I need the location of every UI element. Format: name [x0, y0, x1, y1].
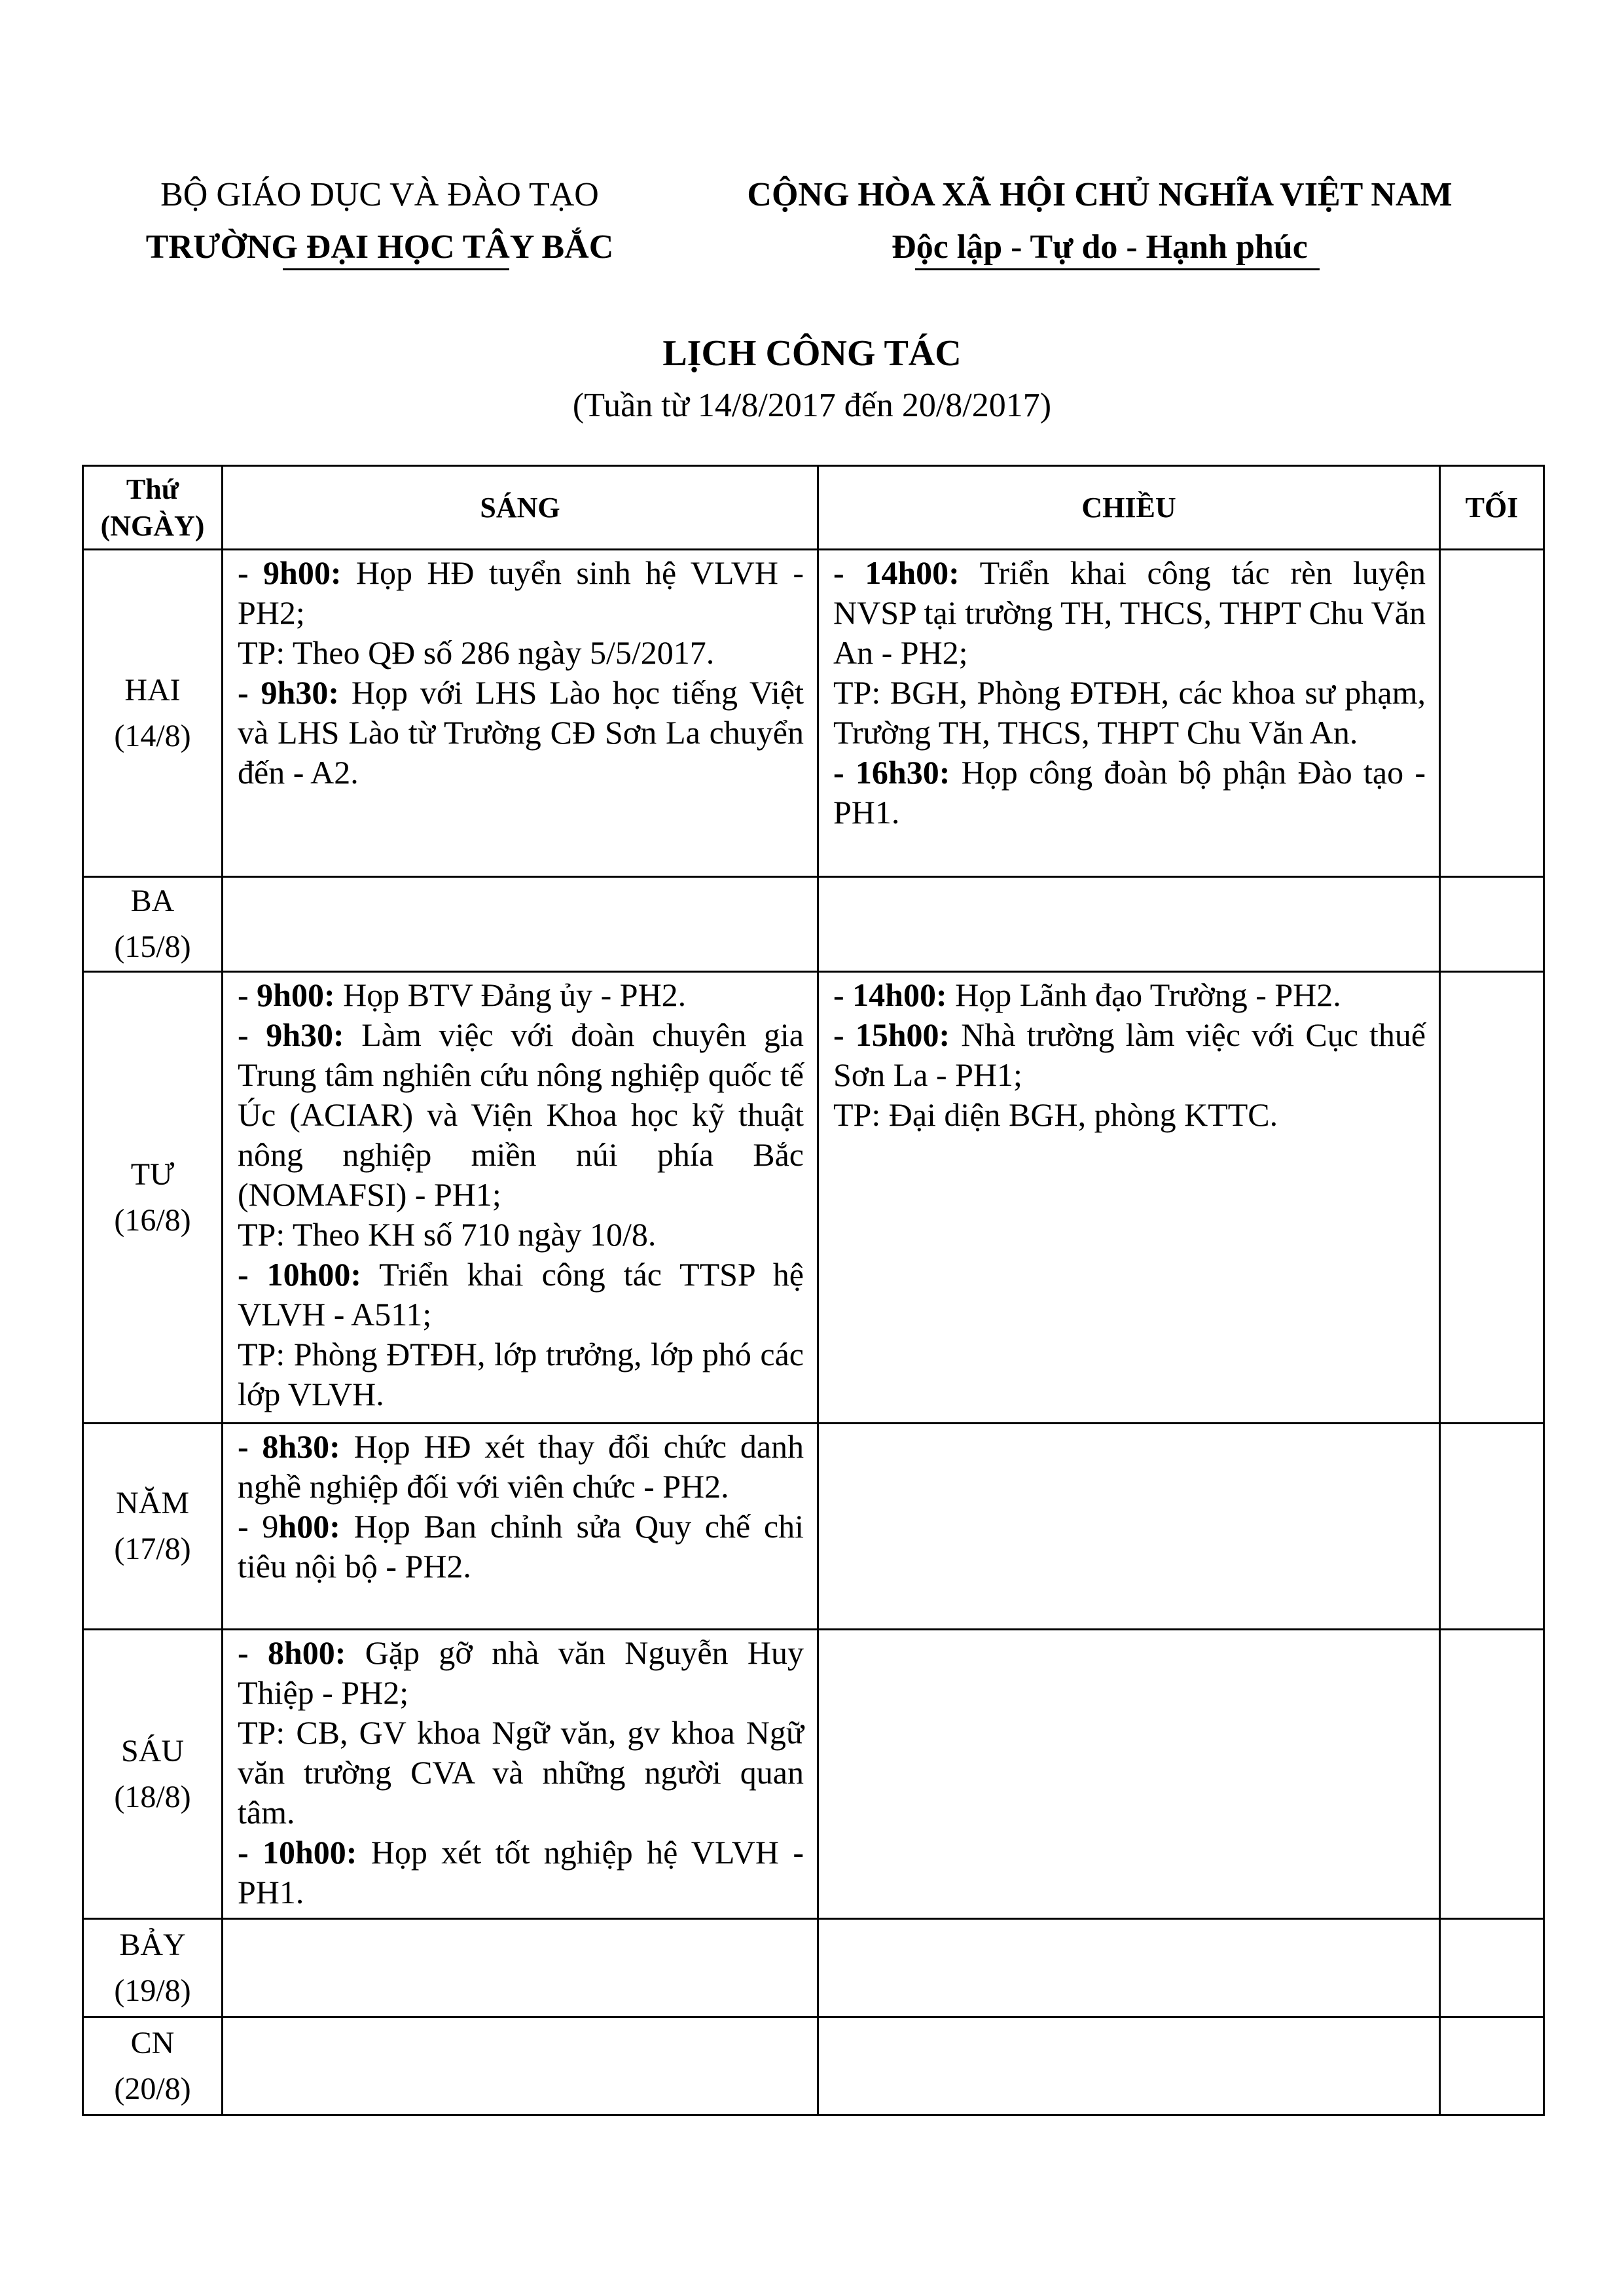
national-motto: Độc lập - Tự do - Hạnh phúc [892, 228, 1308, 266]
entry-text: TP: Theo QĐ số 286 ngày 5/5/2017. [238, 634, 715, 671]
schedule-entry [238, 1015, 804, 1215]
schedule-entry [238, 1335, 804, 1414]
day-name: CN [130, 2025, 175, 2060]
afternoon-cell [818, 972, 1440, 1424]
schedule-entry [238, 1507, 804, 1587]
entry-time: - 8h00: [238, 1634, 346, 1671]
table-row [83, 1424, 1544, 1630]
schedule-entry [238, 553, 804, 633]
col-header-evening: TỐI [1440, 466, 1544, 550]
entry-time: - 9h00: [238, 554, 342, 591]
entry-text: Họp Ban chỉnh sửa Quy chế chi tiêu nội bộ - PH2. [238, 1508, 804, 1585]
table-row [83, 972, 1544, 1424]
day-name: NĂM [115, 1486, 189, 1520]
table-row [83, 1630, 1544, 1919]
evening-cell [1440, 1919, 1544, 2017]
table-row [83, 2017, 1544, 2115]
header-left [111, 169, 648, 274]
entry-time: - 14h00: [833, 977, 947, 1013]
entry-text: Họp xét tốt nghiệp hệ VLVH - PH1. [238, 1834, 804, 1910]
entry-prefix: - 9 [238, 1508, 279, 1545]
page-title: LỊCH CÔNG TÁC [662, 333, 962, 374]
entry-time: - 10h00: [238, 1256, 362, 1293]
entry-text: Gặp gỡ nhà văn Nguyễn Huy Thiệp - PH2; [238, 1634, 804, 1711]
day-name: HAI [124, 672, 181, 708]
day-name: BẢY [119, 1927, 186, 1962]
evening-cell [1440, 972, 1544, 1424]
schedule-body [83, 550, 1544, 2115]
school-name: TRƯỜNG ĐẠI HỌC TÂY BẮC [145, 228, 614, 266]
evening-cell [1440, 2017, 1544, 2115]
entry-text: TP: CB, GV khoa Ngữ văn, gv khoa Ngữ văn trường CVA và những người quan tâm. [238, 1714, 804, 1831]
entry-time: - 15h00: [833, 1016, 950, 1053]
col-header-day-line1: Thứ [126, 473, 179, 505]
entry-text: Họp BTV Đảng ủy - PH2. [334, 977, 687, 1013]
morning-cell [223, 1424, 818, 1630]
evening-cell [1440, 550, 1544, 877]
entry-text: TP: Đại diện BGH, phòng KTTC. [833, 1096, 1278, 1133]
entry-text: Họp với LHS Lào học tiếng Việt và LHS Lào từ Trường CĐ Sơn La chuyển đến - A2. [238, 674, 804, 791]
evening-cell [1440, 1630, 1544, 1919]
day-date: (17/8) [114, 1532, 191, 1566]
morning-cell [223, 2017, 818, 2115]
day-cell [83, 1919, 223, 2017]
schedule-entry [833, 553, 1426, 673]
entry-text: Nhà trường làm việc với Cục thuế Sơn La - PH1; [833, 1016, 1426, 1093]
afternoon-cell [818, 2017, 1440, 2115]
morning-cell [223, 972, 818, 1424]
day-cell [83, 2017, 223, 2115]
day-cell [83, 1630, 223, 1919]
day-cell [83, 550, 223, 877]
schedule-entry [833, 1095, 1426, 1135]
entry-text: Họp công đoàn bộ phận Đào tạo - PH1. [833, 754, 1426, 831]
afternoon-cell [818, 1919, 1440, 2017]
entry-text: TP: BGH, Phòng ĐTĐH, các khoa sư phạm, Trường TH, THCS, THPT Chu Văn An. [833, 674, 1426, 751]
school-underline [283, 268, 509, 270]
entry-time: - 16h30: [833, 754, 950, 791]
schedule-entry [833, 1015, 1426, 1095]
schedule-entry [833, 673, 1426, 753]
schedule-entry [238, 673, 804, 793]
evening-cell [1440, 877, 1544, 972]
afternoon-cell [818, 877, 1440, 972]
entry-time: - 10h00: [238, 1834, 357, 1871]
day-date: (16/8) [114, 1202, 191, 1238]
entry-text: Họp Lãnh đạo Trường - PH2. [947, 977, 1341, 1013]
entry-time: - 9h30: [238, 1016, 344, 1053]
table-header-row [83, 466, 1544, 550]
afternoon-cell [818, 550, 1440, 877]
col-header-day [83, 466, 223, 550]
schedule-table [82, 465, 1545, 2116]
schedule-entry [238, 1713, 804, 1833]
republic-name: CỘNG HÒA XÃ HỘI CHỦ NGHĨA VIỆT NAM [747, 176, 1453, 213]
day-date: (19/8) [114, 1973, 191, 2008]
morning-cell [223, 1919, 818, 2017]
schedule-entry [238, 1427, 804, 1507]
table-row [83, 550, 1544, 877]
entry-time: - 8h30: [238, 1428, 340, 1465]
schedule-entry [238, 975, 804, 1015]
day-name: SÁU [120, 1733, 185, 1768]
day-name: BA [130, 884, 175, 918]
entry-time: - 14h00: [833, 554, 960, 591]
entry-text: Họp HĐ tuyển sinh hệ VLVH - PH2; [238, 554, 804, 631]
schedule-entry [833, 975, 1426, 1015]
day-cell [83, 972, 223, 1424]
day-cell [83, 1424, 223, 1630]
table-row [83, 1919, 1544, 2017]
day-date: (15/8) [114, 929, 191, 964]
morning-cell [223, 550, 818, 877]
morning-cell [223, 877, 818, 972]
entry-text: TP: Theo KH số 710 ngày 10/8. [238, 1216, 657, 1253]
motto-underline [915, 268, 1320, 270]
afternoon-cell [818, 1424, 1440, 1630]
entry-time: - 9h00: [238, 977, 335, 1013]
entry-text: Họp HĐ xét thay đổi chức danh nghề nghiệp đối với viên chức - PH2. [238, 1428, 804, 1505]
page-subtitle: (Tuần từ 14/8/2017 đến 20/8/2017) [572, 387, 1052, 424]
evening-cell [1440, 1424, 1544, 1630]
schedule-entry [238, 633, 804, 673]
ministry-name: BỘ GIÁO DỤC VÀ ĐÀO TẠO [160, 176, 599, 213]
day-date: (18/8) [114, 1779, 191, 1814]
col-header-day-line2: (NGÀY) [100, 509, 205, 542]
day-cell [83, 877, 223, 972]
header-right [694, 169, 1506, 274]
schedule-entry [238, 1215, 804, 1255]
morning-cell [223, 1630, 818, 1919]
schedule-entry [238, 1255, 804, 1335]
entry-text: Triển khai công tác rèn luyện NVSP tại trường TH, THCS, THPT Chu Văn An - PH2; [833, 554, 1426, 671]
schedule-entry [238, 1633, 804, 1713]
entry-time: h00: [278, 1508, 340, 1545]
day-name: TƯ [130, 1157, 175, 1192]
schedule-entry [238, 1833, 804, 1912]
entry-time: - 9h30: [238, 674, 339, 711]
entry-text: Làm việc với đoàn chuyên gia Trung tâm nghiên cứu nông nghiệp quốc tế Úc (ACIAR) và Viện Khoa học kỹ thuật nông nghiệp miền núi phía Bắc (NOMAFSI) - PH1; [238, 1016, 804, 1213]
col-header-morning: SÁNG [223, 466, 818, 550]
day-date: (20/8) [114, 2071, 191, 2106]
day-date: (14/8) [114, 718, 191, 753]
schedule-entry [833, 753, 1426, 833]
col-header-afternoon: CHIỀU [818, 466, 1440, 550]
entry-text: TP: Phòng ĐTĐH, lớp trưởng, lớp phó các lớp VLVH. [238, 1336, 804, 1412]
afternoon-cell [818, 1630, 1440, 1919]
table-row [83, 877, 1544, 972]
entry-text: Triển khai công tác TTSP hệ VLVH - A511; [238, 1256, 804, 1333]
